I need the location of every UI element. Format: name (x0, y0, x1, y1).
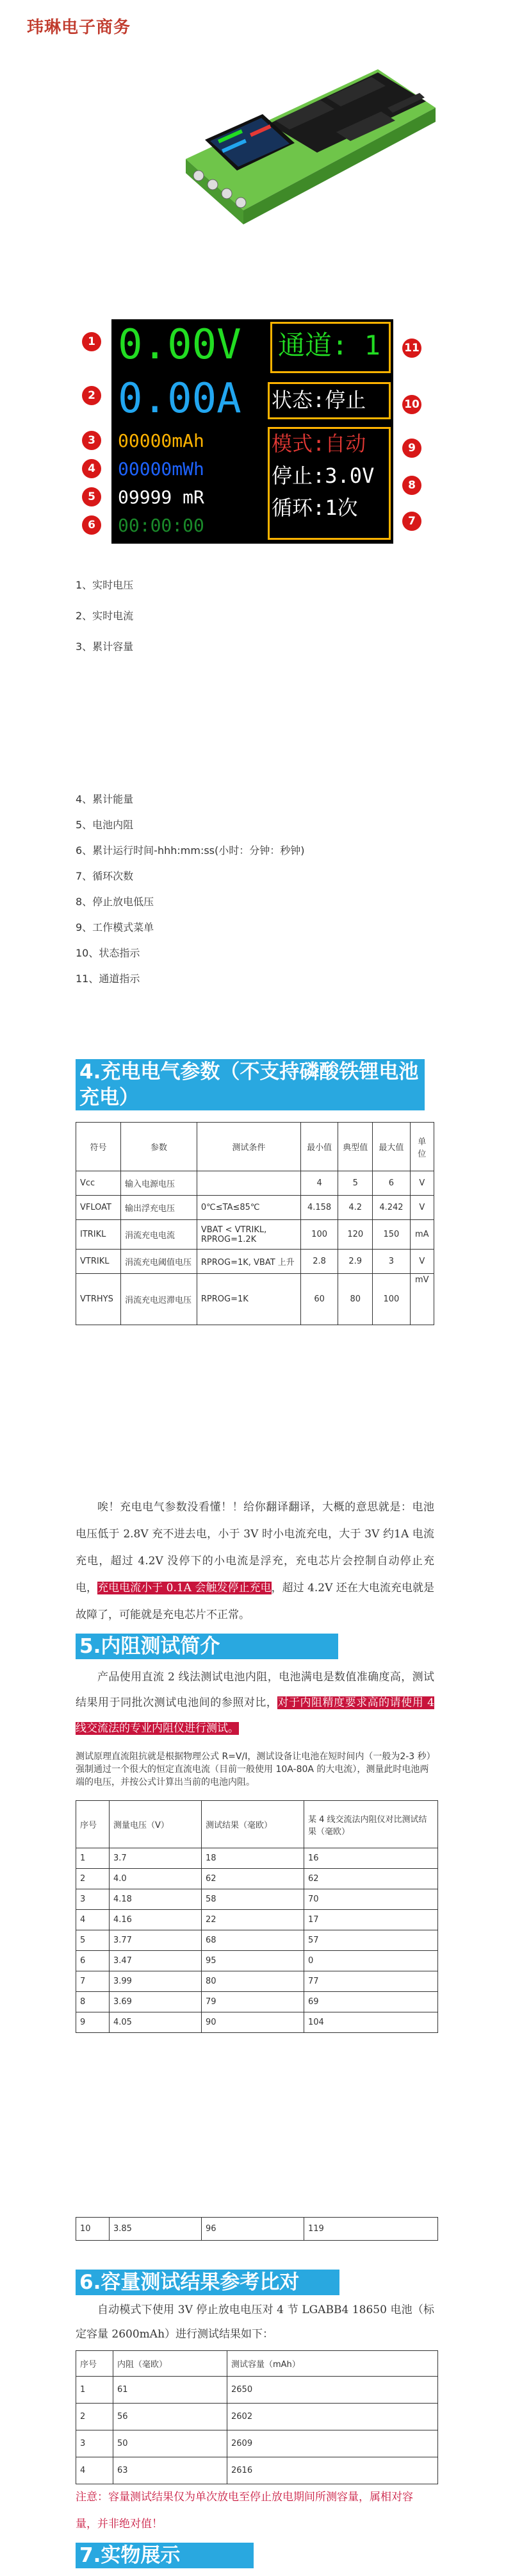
table-cell: 80 (202, 1971, 304, 1992)
table-header-cell: 测试结果（毫欧） (202, 1801, 304, 1848)
table-row (76, 2404, 438, 2430)
table-cell: 2 (76, 1869, 110, 1889)
section-6-heading: 6.容量测试结果参考比对 (76, 2270, 339, 2295)
table-cell: 100 (373, 1274, 410, 1325)
lcd-energy: 00000mWh (118, 458, 204, 480)
table-cell: VTRIKL (76, 1250, 121, 1274)
table-row (76, 2457, 438, 2484)
table-cell: 90 (202, 2012, 304, 2033)
lcd-status: 状态:停止 (272, 388, 366, 412)
table-cell: 涓流充电迟滞电压 (121, 1274, 197, 1325)
lcd-screen (111, 319, 393, 544)
table-cell: VTRHYS (76, 1274, 121, 1325)
table-header-row (76, 2351, 438, 2377)
table-cell: 4 (76, 2457, 113, 2484)
table-cell: 104 (304, 2012, 438, 2033)
table-row (76, 1910, 438, 1930)
table-cell: 79 (202, 1992, 304, 2012)
table-cell: 3.7 (110, 1848, 202, 1869)
highlighted-text: 充电电流小于 0.1A 会触发停止充电 (97, 1582, 272, 1594)
table-row (76, 1951, 438, 1971)
capacity-note: 注意：容量测试结果仅为单次放电至停止放电期间所测容量，属相对容量，并非绝对值！ (76, 2491, 413, 2530)
table-cell: 61 (113, 2377, 227, 2404)
table-header-cell: 最小值 (300, 1123, 338, 1171)
table-header-cell: 内阻（毫欧） (113, 2351, 227, 2377)
table-row (76, 1171, 434, 1196)
table-cell: 100 (300, 1220, 338, 1250)
capacity-table (76, 2350, 438, 2484)
table-cell: 8 (76, 1992, 110, 2012)
table-cell (197, 1171, 300, 1196)
table-cell: 57 (304, 1930, 438, 1951)
table-cell: 6 (373, 1171, 410, 1196)
table-cell: 涓流充电阈值电压 (121, 1250, 197, 1274)
table-header-row (76, 1123, 434, 1171)
legend-item: 1、实时电压 (76, 579, 134, 591)
table-row (76, 1889, 438, 1910)
table-cell: 3.85 (110, 2218, 202, 2241)
lcd-runtime: 00:00:00 (118, 515, 204, 536)
table-cell: 4.158 (300, 1196, 338, 1220)
text-segment: 产品使用直流 2 线法测试电池内阻，电池满电是数值准确度高，测试结果用于同批次测试电池间的参照对比， (76, 1671, 434, 1709)
legend-item: 9、工作模式菜单 (76, 921, 154, 933)
table-cell: ITRIKL (76, 1220, 121, 1250)
table-cell: 0℃≤TA≤85℃ (197, 1196, 300, 1220)
text-segment: ，超过 4.2V 还在大电流充电就是故障了，可能就是充电芯片不正常。 (76, 1582, 435, 1621)
table-header-cell: 序号 (76, 1801, 110, 1848)
table-cell: VFLOAT (76, 1196, 121, 1220)
table-cell: 60 (300, 1274, 338, 1325)
table-cell: 119 (304, 2218, 438, 2241)
table-cell: 68 (202, 1930, 304, 1951)
lcd-cycle: 循环:1次 (272, 496, 358, 520)
resistance-principle: 测试原理直流阻抗就是根据物理公式 R=V/I，测试设备让电池在短时间内（一般为2-3 秒）强制通过一个很大的恒定直流电流（目前一般使用 10A-80A 的大电流），测量此时电池两端的电压，并按公式计算出当前的电池内阻。 (76, 1752, 431, 1787)
table-row (76, 2377, 438, 2404)
table-cell: 150 (373, 1220, 410, 1250)
marker-4: 4 (82, 459, 101, 478)
table-cell: 3.47 (110, 1951, 202, 1971)
table-cell: 96 (202, 2218, 304, 2241)
table-row (76, 1869, 438, 1889)
table-cell: 3 (76, 2430, 113, 2457)
table-cell: 2650 (227, 2377, 438, 2404)
table-header-cell: 符号 (76, 1123, 121, 1171)
resistance-intro (76, 1664, 434, 1741)
table-cell: 69 (304, 1992, 438, 2012)
section-7-heading: 7.实物展示 (76, 2543, 254, 2568)
resistance-table-continued (76, 2217, 438, 2241)
table-cell: 2609 (227, 2430, 438, 2457)
table-cell: 6 (76, 1951, 110, 1971)
table-cell: 63 (113, 2457, 227, 2484)
table-cell: 4.242 (373, 1196, 410, 1220)
table-cell: 56 (113, 2404, 227, 2430)
table-cell: 2602 (227, 2404, 438, 2430)
table-row (76, 1196, 434, 1220)
brand-name: 玮琳电子商务 (27, 18, 131, 37)
table-cell: 70 (304, 1889, 438, 1910)
table-cell: 16 (304, 1848, 438, 1869)
marker-2: 2 (82, 386, 101, 405)
lcd-resistance: 09999 mR (118, 487, 204, 508)
legend-item: 7、循环次数 (76, 870, 134, 882)
table-cell: 10 (76, 2218, 110, 2241)
table-cell: 120 (338, 1220, 373, 1250)
table-cell: 62 (304, 1869, 438, 1889)
marker-5: 5 (82, 487, 101, 506)
charge-params-table (76, 1122, 434, 1325)
table-cell: 3.69 (110, 1992, 202, 2012)
table-row (76, 1971, 438, 1992)
table-cell: 2616 (227, 2457, 438, 2484)
marker-3: 3 (82, 431, 101, 450)
text-segment: 唉！充电电气参数没看懂！！给你翻译翻译，大概的意思就是：电池电压低于 2.8V 充不进去电，小于 3V 时小电流充电，大于 3V 约1A 电流充电，超过 4.2V 没停下的小电流是浮充，充电芯片会控制自动停止充电， (76, 1501, 434, 1594)
marker-10: 10 (402, 395, 421, 414)
table-cell: 2.9 (338, 1250, 373, 1274)
legend-item: 5、电池内阻 (76, 819, 134, 831)
lcd-current: 0.00A (118, 375, 241, 422)
table-row (76, 1250, 434, 1274)
table-header-cell: 最大值 (373, 1123, 410, 1171)
lcd-capacity: 00000mAh (118, 430, 204, 451)
table-cell: 输出浮充电压 (121, 1196, 197, 1220)
table-cell: V (410, 1171, 434, 1196)
table-cell: RPROG=1K, VBAT 上升 (197, 1250, 300, 1274)
legend-item: 4、累计能量 (76, 793, 134, 805)
table-row (76, 1930, 438, 1951)
table-cell: 4.18 (110, 1889, 202, 1910)
marker-1: 1 (82, 332, 101, 351)
table-cell: 22 (202, 1910, 304, 1930)
table-cell: 18 (202, 1848, 304, 1869)
marker-8: 8 (402, 476, 421, 495)
table-cell: V (410, 1196, 434, 1220)
table-header-cell: 测量电压（V） (110, 1801, 202, 1848)
table-cell: 4.05 (110, 2012, 202, 2033)
table-cell: 3.99 (110, 1971, 202, 1992)
table-header-cell: 某 4 线交流法内阻仪对比测试结果（毫欧） (304, 1801, 438, 1848)
table-cell: 4.16 (110, 1910, 202, 1930)
lcd-voltage: 0.00V (118, 321, 241, 369)
charge-explanation (76, 1494, 434, 1628)
legend-item: 3、累计容量 (76, 640, 134, 653)
table-cell: 77 (304, 1971, 438, 1992)
table-cell: 0 (304, 1951, 438, 1971)
legend-item: 10、状态指示 (76, 947, 140, 959)
table-cell: 58 (202, 1889, 304, 1910)
table-header-cell: 参数 (121, 1123, 197, 1171)
table-cell: 3 (373, 1250, 410, 1274)
table-cell: 95 (202, 1951, 304, 1971)
lcd-stop-voltage: 停止:3.0V (272, 464, 375, 488)
table-cell: 80 (338, 1274, 373, 1325)
table-cell: 4 (76, 1910, 110, 1930)
table-cell: 5 (76, 1930, 110, 1951)
table-row (76, 2218, 438, 2241)
capacity-intro: 自动模式下使用 3V 停止放电电压对 4 节 LGABB4 18650 电池（标定容量 2600mAh）进行测试结果如下： (76, 2304, 434, 2341)
table-row (76, 2430, 438, 2457)
table-cell: 3.77 (110, 1930, 202, 1951)
table-cell: 输入电源电压 (121, 1171, 197, 1196)
legend-item: 2、实时电流 (76, 610, 134, 622)
table-cell: 4 (300, 1171, 338, 1196)
table-cell: 17 (304, 1910, 438, 1930)
table-cell: 62 (202, 1869, 304, 1889)
table-cell: 7 (76, 1971, 110, 1992)
table-row (76, 1274, 434, 1325)
product-photo (167, 56, 442, 236)
table-cell: 5 (338, 1171, 373, 1196)
lcd-mode: 模式:自动 (272, 431, 366, 456)
table-cell: mV (410, 1274, 434, 1325)
legend-item: 8、停止放电低压 (76, 896, 154, 908)
marker-7: 7 (402, 512, 421, 531)
table-cell: RPROG=1K (197, 1274, 300, 1325)
table-cell: 2.8 (300, 1250, 338, 1274)
section-4-heading: 4.充电电气参数（不支持磷酸铁锂电池充电） (76, 1059, 425, 1110)
table-row (76, 2012, 438, 2033)
table-header-cell: 典型值 (338, 1123, 373, 1171)
table-cell: 3 (76, 1889, 110, 1910)
legend-item: 6、累计运行时间-hhh:mm:ss(小时：分钟：秒钟) (76, 844, 305, 857)
table-cell: VBAT < VTRIKL, RPROG=1.2K (197, 1220, 300, 1250)
resistance-table (76, 1800, 438, 2033)
table-header-cell: 序号 (76, 2351, 113, 2377)
table-header-cell: 测试条件 (197, 1123, 300, 1171)
marker-11: 11 (402, 339, 421, 358)
legend-item: 11、通道指示 (76, 973, 140, 985)
table-header-cell: 测试容量（mAh） (227, 2351, 438, 2377)
table-cell: Vcc (76, 1171, 121, 1196)
marker-9: 9 (402, 439, 421, 458)
table-cell: 9 (76, 2012, 110, 2033)
table-header-cell: 单位 (410, 1123, 434, 1171)
table-cell: 2 (76, 2404, 113, 2430)
table-cell: 1 (76, 2377, 113, 2404)
marker-6: 6 (82, 515, 101, 535)
table-cell: 4.2 (338, 1196, 373, 1220)
table-cell: 50 (113, 2430, 227, 2457)
table-row (76, 1848, 438, 1869)
table-row (76, 1220, 434, 1250)
table-cell: 涓流充电电流 (121, 1220, 197, 1250)
lcd-diagram (69, 319, 428, 544)
lcd-channel: 通道: 1 (278, 330, 380, 361)
section-5-heading: 5.内阻测试简介 (76, 1634, 338, 1659)
table-cell: V (410, 1250, 434, 1274)
table-header-row (76, 1801, 438, 1848)
table-cell: mA (410, 1220, 434, 1250)
table-cell: 1 (76, 1848, 110, 1869)
table-cell: 4.0 (110, 1869, 202, 1889)
table-row (76, 1992, 438, 2012)
highlighted-text: 对于内阻精度要求高的请使用 4 线交流法的专业内阻仪进行测试。 (76, 1696, 434, 1735)
